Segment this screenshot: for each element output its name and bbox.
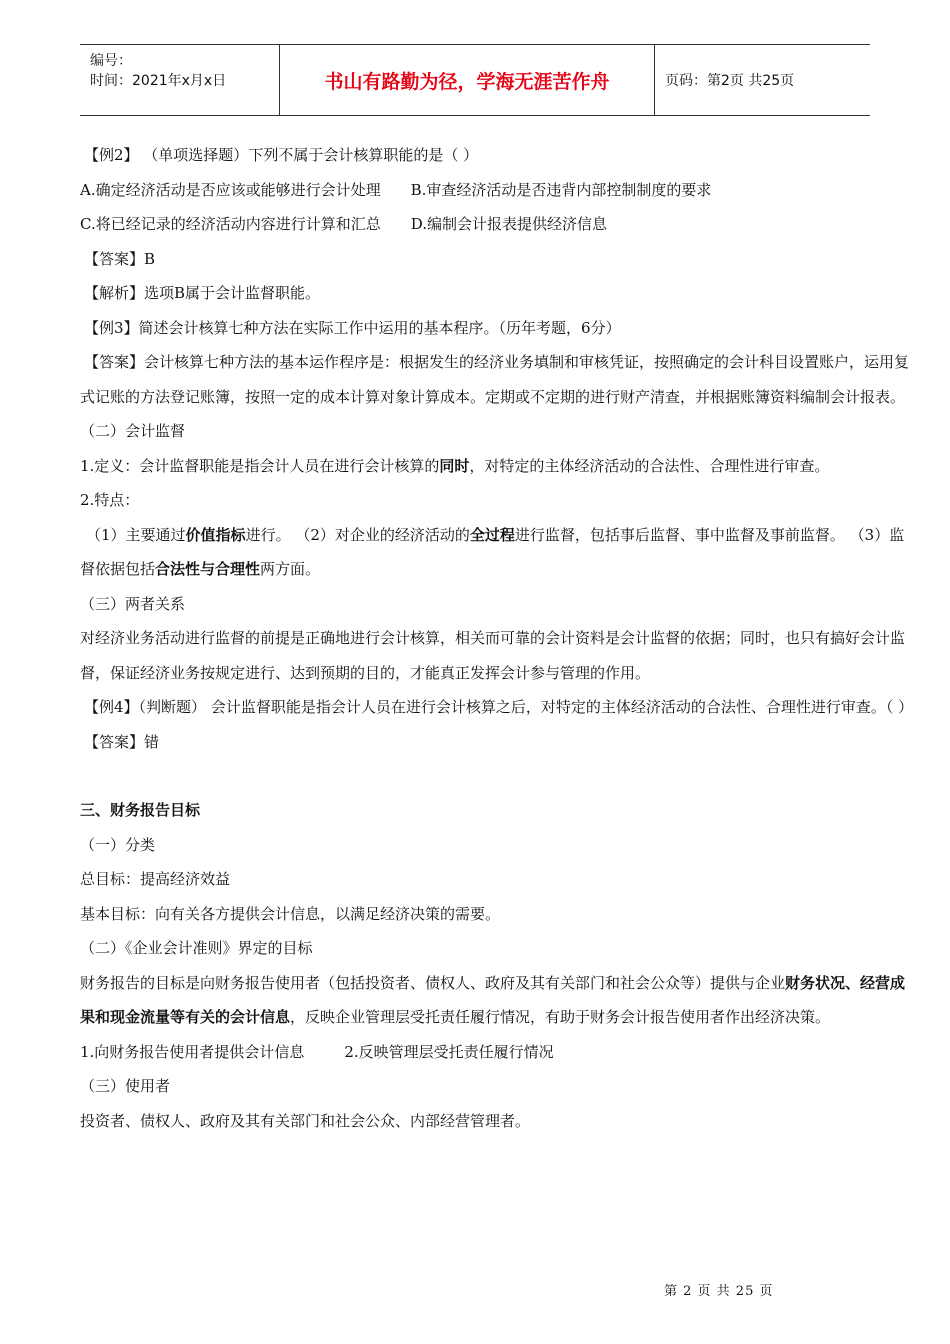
example-3-question: 【例3】简述会计核算七种方法在实际工作中运用的基本程序。（历年考题，6分）: [84, 318, 621, 337]
bold-run: 财务状况、经营成果和现金流量等有关的会计信息: [80, 973, 906, 1026]
text-run: （1）主要通过: [86, 525, 186, 544]
option-c: C.将已经记录的经济活动内容进行计算和汇总: [80, 215, 381, 233]
goal-items: [80, 1035, 912, 1070]
spacer: [80, 759, 912, 793]
page-info: 页码：第2页 共25页: [665, 73, 795, 89]
analysis: 【解析】选项B属于会计监督职能。: [84, 284, 321, 302]
bold-run: 全过程: [469, 525, 515, 544]
basic-goal: 基本目标：向有关各方提供会计信息，以满足经济决策的需要。: [80, 904, 501, 923]
motto: 书山有路勤为径，学海无涯苦作舟: [280, 45, 655, 115]
bold-run: 价值指标: [185, 525, 246, 544]
features-paragraph: [80, 518, 912, 587]
answer-paragraph: 【答案】会计核算七种方法的基本运作程序是：根据发生的经济业务填制和审核凭证，按照确定的会计科目设置账户，运用复式记账的方法登记账簿，按照一定的成本计算对象计算成本。定期或不定期的进行财产清查，并根据账簿资料编制会计报表。: [80, 353, 910, 406]
goal-paragraph: [80, 966, 912, 1035]
subheading: （二）《企业会计准则》界定的目标: [80, 939, 313, 957]
text-run: ，对特定的主体经济活动的合法性、合理性进行审查。: [469, 456, 830, 475]
subheading: （一）分类: [80, 835, 156, 854]
general-goal: 总目标：提高经济效益: [80, 870, 231, 888]
text-run: 1.定义：会计监督职能是指会计人员在进行会计核算的: [80, 456, 440, 475]
text-run: 进行。 （2）对企业的经济活动的: [245, 525, 470, 544]
time-label: 时间：2021年x月x日: [90, 73, 227, 89]
text-run: 财务报告的目标是向财务报告使用者（包括投资者、债权人、政府及其有关部门和社会公众等）提供与企业: [80, 973, 786, 992]
page-header: [80, 44, 870, 116]
option-row: [80, 173, 912, 208]
section-heading: 三、财务报告目标: [80, 801, 201, 819]
subheading: （三）使用者: [80, 1077, 171, 1095]
option-d: D.编制会计报表提供经济信息: [410, 215, 607, 233]
example-4-question: 【例4】（判断题） 会计监督职能是指会计人员在进行会计核算之后，对特定的主体经济活动的合法性、合理性进行审查。（ ）: [84, 698, 914, 716]
answer: 【答案】B: [84, 249, 156, 268]
subheading: （二）会计监督: [80, 422, 186, 440]
text-run: 两方面。: [260, 560, 321, 578]
option-a: A.确定经济活动是否应该或能够进行会计处理: [80, 180, 381, 199]
answer: 【答案】错: [84, 732, 160, 751]
text-run: ，反映企业管理层受托责任履行情况，有助于财务会计报告使用者作出经济决策。: [290, 1008, 831, 1026]
option-row: [80, 207, 912, 242]
bold-run: 同时: [439, 456, 470, 475]
features-label: 2.特点：: [80, 491, 140, 509]
users-list: 投资者、债权人、政府及其有关部门和社会公众、内部经营管理者。: [80, 1111, 531, 1130]
header-meta: [80, 45, 280, 115]
goal-item-1: 1.向财务报告使用者提供会计信息: [80, 1042, 305, 1061]
example-2-question: 【例2】 （单项选择题）下列不属于会计核算职能的是（ ）: [84, 146, 479, 164]
text-run: 进行监督，包括事后监督、事中监督及事前监督。 （3）监督依据包括: [80, 525, 905, 578]
option-b: B.审查经济活动是否违背内部控制制度的要求: [410, 180, 712, 199]
definition: [80, 449, 912, 484]
goal-item-2: 2.反映管理层受托责任履行情况: [344, 1042, 554, 1061]
number-label: 编号：: [90, 53, 132, 69]
document-body: [80, 138, 912, 1138]
page-footer: 第 2 页 共 25 页: [664, 1284, 774, 1299]
subheading: （三）两者关系: [80, 594, 186, 613]
relation-paragraph: 对经济业务活动进行监督的前提是正确地进行会计核算，相关而可靠的会计资料是会计监督的依据；同时，也只有搞好会计监督，保证经济业务按规定进行、达到预期的目的，才能真正发挥会计参与管理的作用。: [80, 629, 906, 682]
bold-run: 合法性与合理性: [155, 560, 261, 578]
